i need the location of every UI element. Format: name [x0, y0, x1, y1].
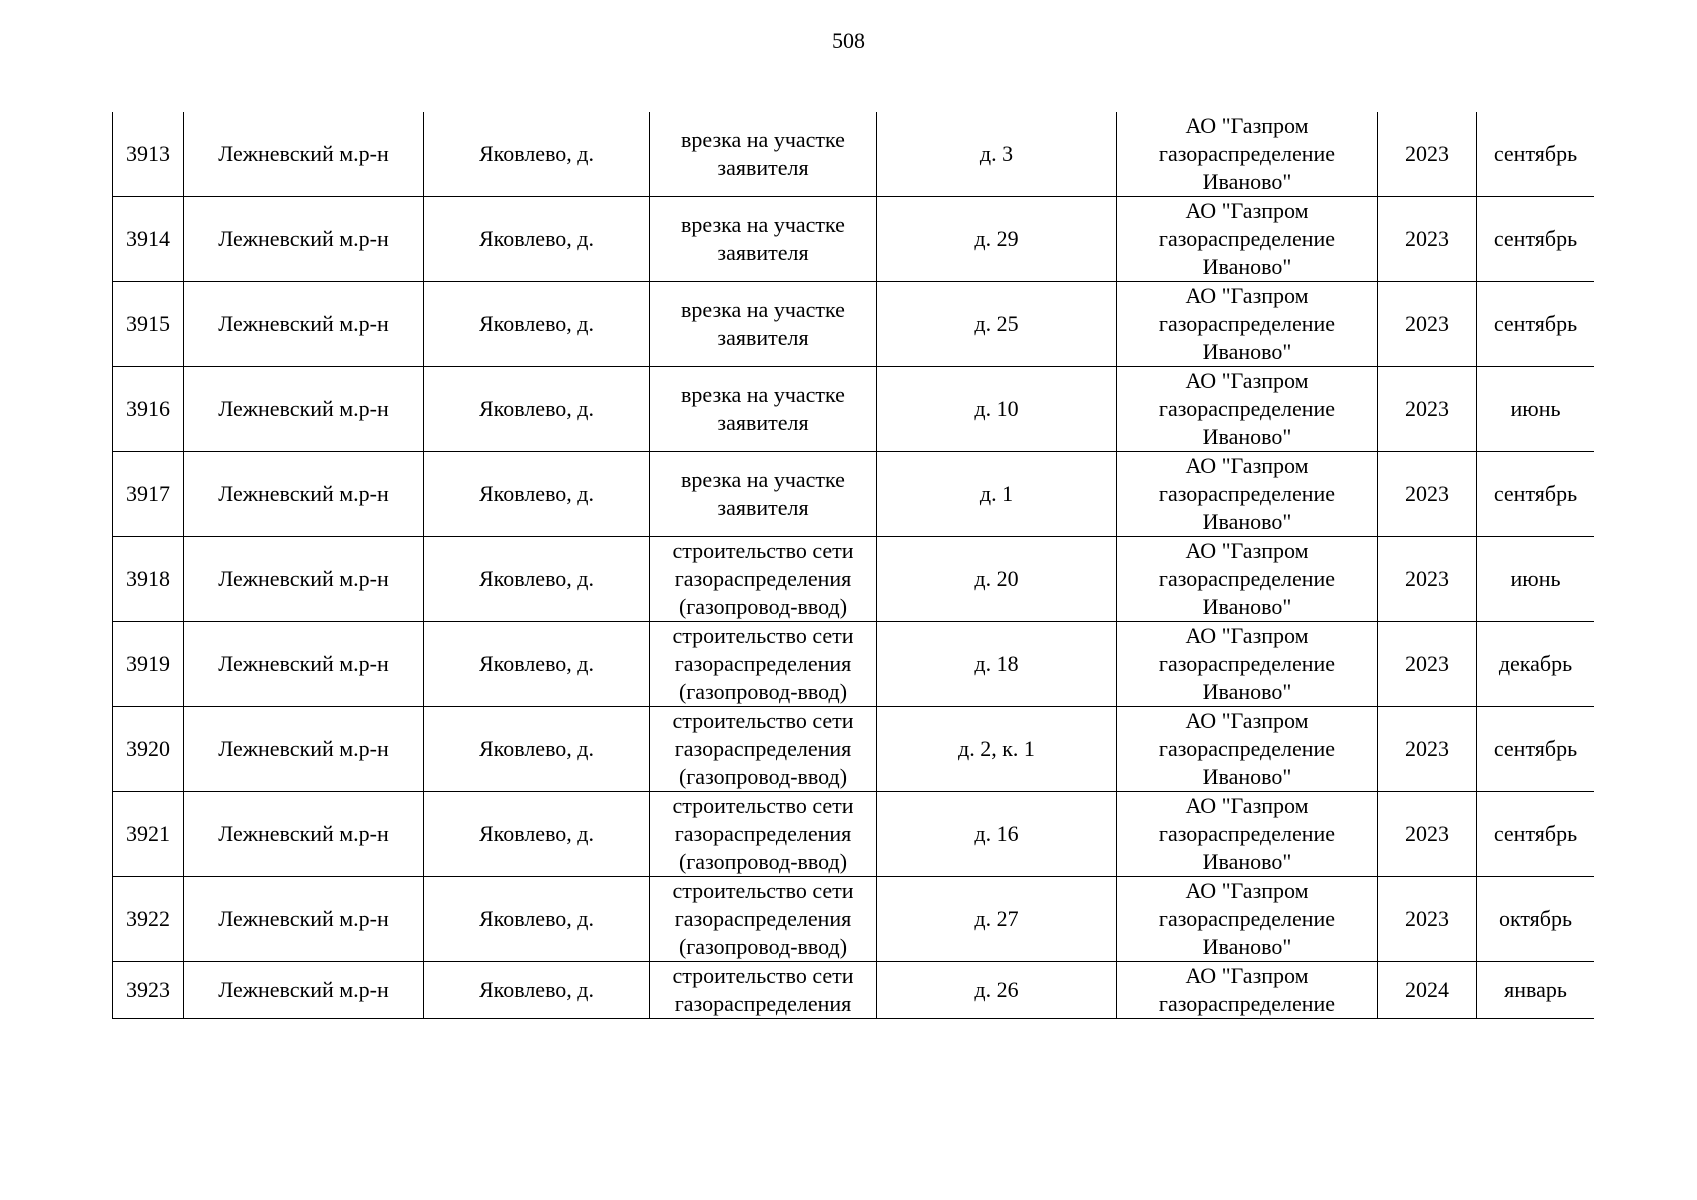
district-cell: Лежневский м.р-н [184, 452, 424, 537]
organization-text: АО "Газпром газораспределение Иваново" [1158, 623, 1336, 704]
year-cell: 2023 [1378, 622, 1477, 707]
district-cell: Лежневский м.р-н [184, 792, 424, 877]
work-type-text: строительство сети газораспределения (газопровод-ввод) [672, 708, 854, 789]
locality-cell: Яковлево, д. [424, 962, 650, 1019]
page-number: 508 [832, 28, 865, 53]
locality-cell: Яковлево, д. [424, 197, 650, 282]
table-row [113, 792, 1595, 877]
month-cell: сентябрь [1477, 112, 1595, 197]
month-cell: январь [1477, 962, 1595, 1019]
organization-cell [1117, 792, 1378, 877]
year-cell: 2023 [1378, 282, 1477, 367]
table-row [113, 537, 1595, 622]
year-cell: 2023 [1378, 197, 1477, 282]
locality-cell: Яковлево, д. [424, 112, 650, 197]
work-type-text: врезка на участке заявителя [681, 212, 845, 265]
row-number: 3914 [113, 197, 184, 282]
district-cell: Лежневский м.р-н [184, 877, 424, 962]
month-cell: июнь [1477, 537, 1595, 622]
work-type-text: врезка на участке заявителя [681, 467, 845, 520]
month-cell: сентябрь [1477, 792, 1595, 877]
house-cell: д. 25 [877, 282, 1117, 367]
work-type-cell [650, 367, 877, 452]
organization-cell [1117, 877, 1378, 962]
work-type-text: строительство сети газораспределения (газопровод-ввод) [672, 538, 854, 619]
year-cell: 2023 [1378, 537, 1477, 622]
row-number: 3918 [113, 537, 184, 622]
work-type-cell [650, 452, 877, 537]
year-cell: 2023 [1378, 112, 1477, 197]
row-number: 3916 [113, 367, 184, 452]
work-type-cell [650, 792, 877, 877]
month-cell: сентябрь [1477, 452, 1595, 537]
work-type-cell [650, 537, 877, 622]
house-cell: д. 29 [877, 197, 1117, 282]
locality-cell: Яковлево, д. [424, 707, 650, 792]
organization-text: АО "Газпром газораспределение Иваново" [1158, 708, 1336, 789]
table-row [113, 622, 1595, 707]
organization-text: АО "Газпром газораспределение Иваново" [1158, 283, 1336, 364]
year-cell: 2023 [1378, 792, 1477, 877]
table-row [113, 282, 1595, 367]
work-type-text: врезка на участке заявителя [681, 382, 845, 435]
district-cell: Лежневский м.р-н [184, 367, 424, 452]
work-type-cell [650, 962, 877, 1019]
organization-cell [1117, 197, 1378, 282]
house-cell: д. 10 [877, 367, 1117, 452]
work-type-text: врезка на участке заявителя [681, 297, 845, 350]
work-type-cell [650, 112, 877, 197]
work-type-cell [650, 707, 877, 792]
work-type-cell [650, 282, 877, 367]
organization-text: АО "Газпром газораспределение Иваново" [1158, 878, 1336, 959]
year-cell: 2023 [1378, 707, 1477, 792]
year-cell: 2023 [1378, 367, 1477, 452]
locality-cell: Яковлево, д. [424, 877, 650, 962]
work-type-cell [650, 877, 877, 962]
organization-cell [1117, 622, 1378, 707]
organization-cell [1117, 962, 1378, 1019]
table-row [113, 707, 1595, 792]
organization-cell [1117, 537, 1378, 622]
organization-cell [1117, 112, 1378, 197]
work-type-cell [650, 622, 877, 707]
row-number: 3913 [113, 112, 184, 197]
table-row [113, 197, 1595, 282]
district-cell: Лежневский м.р-н [184, 197, 424, 282]
district-cell: Лежневский м.р-н [184, 282, 424, 367]
month-cell: сентябрь [1477, 282, 1595, 367]
row-number: 3917 [113, 452, 184, 537]
locality-cell: Яковлево, д. [424, 537, 650, 622]
locality-cell: Яковлево, д. [424, 792, 650, 877]
house-cell: д. 18 [877, 622, 1117, 707]
month-cell: октябрь [1477, 877, 1595, 962]
organization-text: АО "Газпром газораспределение Иваново" [1158, 453, 1336, 534]
organization-cell [1117, 367, 1378, 452]
row-number: 3919 [113, 622, 184, 707]
house-cell: д. 16 [877, 792, 1117, 877]
row-number: 3915 [113, 282, 184, 367]
table-row [113, 112, 1595, 197]
organization-text: АО "Газпром газораспределение [1158, 963, 1336, 1016]
row-number: 3921 [113, 792, 184, 877]
month-cell: сентябрь [1477, 707, 1595, 792]
data-table [112, 112, 1594, 1019]
year-cell: 2023 [1378, 877, 1477, 962]
row-number: 3923 [113, 962, 184, 1019]
table-row [113, 452, 1595, 537]
row-number: 3922 [113, 877, 184, 962]
work-type-text: строительство сети газораспределения [672, 963, 854, 1016]
organization-cell [1117, 282, 1378, 367]
house-cell: д. 20 [877, 537, 1117, 622]
house-cell: д. 2, к. 1 [877, 707, 1117, 792]
organization-text: АО "Газпром газораспределение Иваново" [1158, 113, 1336, 194]
month-cell: декабрь [1477, 622, 1595, 707]
organization-cell [1117, 452, 1378, 537]
work-type-cell [650, 197, 877, 282]
locality-cell: Яковлево, д. [424, 622, 650, 707]
house-cell: д. 27 [877, 877, 1117, 962]
row-number: 3920 [113, 707, 184, 792]
house-cell: д. 3 [877, 112, 1117, 197]
house-cell: д. 1 [877, 452, 1117, 537]
year-cell: 2024 [1378, 962, 1477, 1019]
district-cell: Лежневский м.р-н [184, 622, 424, 707]
district-cell: Лежневский м.р-н [184, 962, 424, 1019]
table-row [113, 877, 1595, 962]
year-cell: 2023 [1378, 452, 1477, 537]
locality-cell: Яковлево, д. [424, 452, 650, 537]
month-cell: сентябрь [1477, 197, 1595, 282]
work-type-text: строительство сети газораспределения (газопровод-ввод) [672, 878, 854, 959]
work-type-text: врезка на участке заявителя [681, 127, 845, 180]
locality-cell: Яковлево, д. [424, 367, 650, 452]
locality-cell: Яковлево, д. [424, 282, 650, 367]
district-cell: Лежневский м.р-н [184, 537, 424, 622]
district-cell: Лежневский м.р-н [184, 707, 424, 792]
organization-text: АО "Газпром газораспределение Иваново" [1158, 198, 1336, 279]
organization-text: АО "Газпром газораспределение Иваново" [1158, 793, 1336, 874]
district-cell: Лежневский м.р-н [184, 112, 424, 197]
table-row [113, 962, 1595, 1019]
house-cell: д. 26 [877, 962, 1117, 1019]
work-type-text: строительство сети газораспределения (газопровод-ввод) [672, 793, 854, 874]
organization-cell [1117, 707, 1378, 792]
organization-text: АО "Газпром газораспределение Иваново" [1158, 368, 1336, 449]
organization-text: АО "Газпром газораспределение Иваново" [1158, 538, 1336, 619]
month-cell: июнь [1477, 367, 1595, 452]
gas-connection-table [112, 112, 1594, 1019]
work-type-text: строительство сети газораспределения (газопровод-ввод) [672, 623, 854, 704]
table-row [113, 367, 1595, 452]
